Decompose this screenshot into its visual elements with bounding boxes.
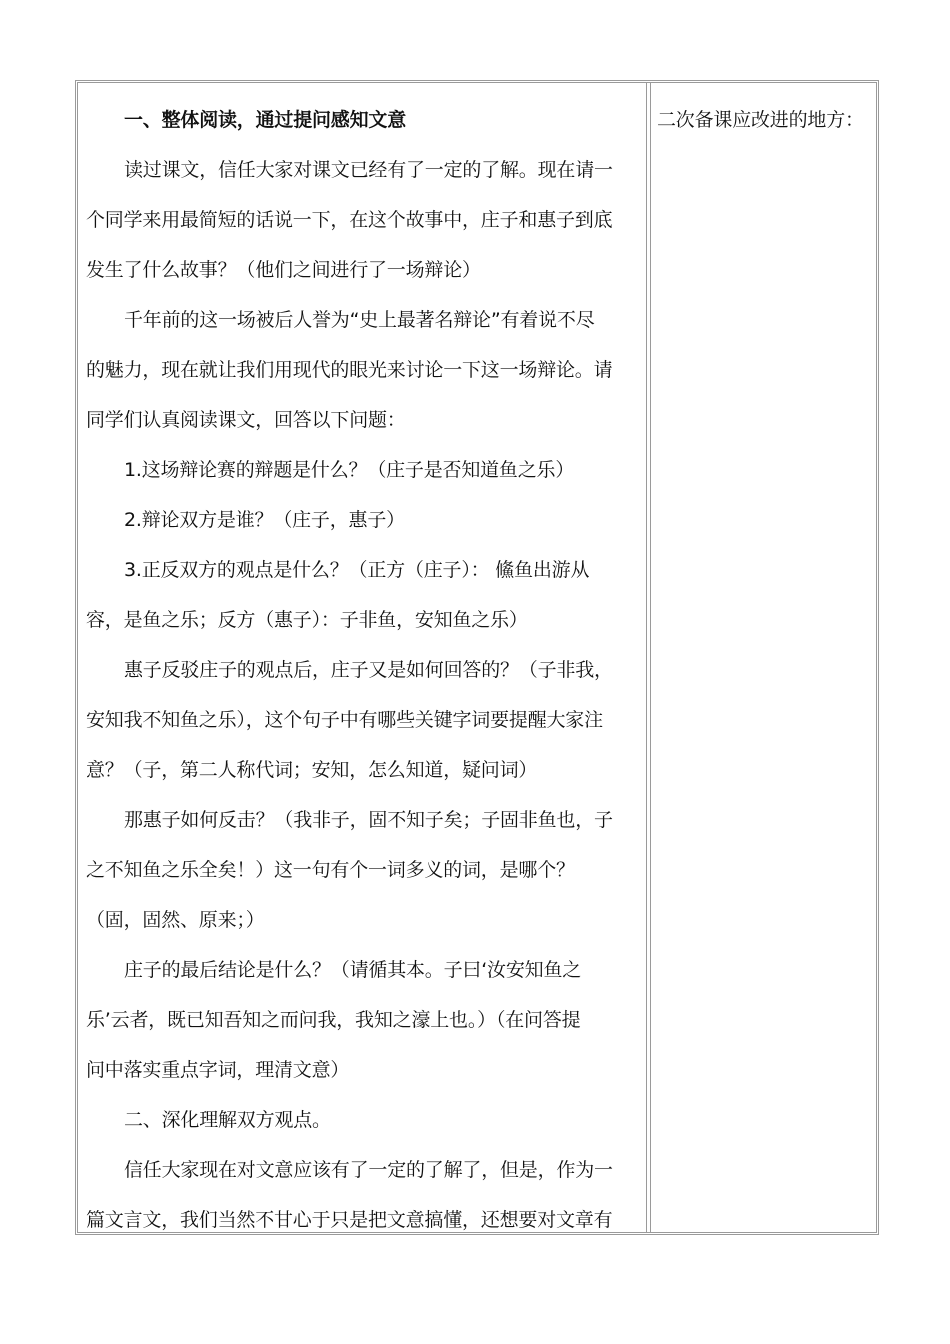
revision-notes-heading: 二次备课应改进的地方：	[657, 109, 864, 131]
text-line: 个同学来用最简短的话说一下，在这个故事中，庄子和惠子到底	[86, 209, 613, 231]
text-line: 乐’云者，既已知吾知之而问我，我知之濠上也。）（在问答提	[86, 1009, 581, 1031]
text-line: 庄子的最后结论是什么？（请循其本。子曰‘汝安知鱼之	[124, 959, 582, 981]
revision-notes-column	[651, 83, 876, 1232]
text-line: 3.正反双方的观点是什么？（正方（庄子）： 鯈鱼出游从	[124, 559, 590, 581]
text-line: 安知我不知鱼之乐），这个句子中有哪些关键字词要提醒大家注	[86, 709, 603, 731]
text-line: 意？（子，第二人称代词；安知，怎么知道，疑问词）	[86, 759, 538, 781]
text-line: 之不知鱼之乐全矣！）这一句有个一词多义的词，是哪个？	[86, 859, 575, 881]
section-heading: 一、整体阅读，通过提问感知文意	[124, 109, 407, 131]
lesson-content-column	[78, 83, 646, 1232]
text-line: 读过课文，信任大家对课文已经有了一定的了解。现在请一	[124, 159, 613, 181]
text-line: （固，固然、原来；）	[86, 909, 265, 931]
text-line: 的魅力，现在就让我们用现代的眼光来讨论一下这一场辩论。请	[86, 359, 613, 381]
text-line: 篇文言文，我们当然不甘心于只是把文意搞懂，还想要对文章有	[86, 1209, 613, 1231]
lesson-plan-table	[75, 80, 879, 1235]
text-line: 千年前的这一场被后人誉为“史上最著名辩论”有着说不尽	[124, 309, 595, 331]
text-line: 问中落实重点字词，理清文意）	[86, 1059, 350, 1081]
text-line: 那惠子如何反击？（我非子，固不知子矣；子固非鱼也，子	[124, 809, 613, 831]
text-line: 二、深化理解双方观点。	[124, 1109, 331, 1131]
text-line: 信任大家现在对文意应该有了一定的了解了，但是，作为一	[124, 1159, 613, 1181]
text-line: 发生了什么故事？（他们之间进行了一场辩论）	[86, 259, 481, 281]
text-line: 同学们认真阅读课文，回答以下问题：	[86, 409, 406, 431]
text-line: 容，是鱼之乐；反方（惠子）：子非鱼，安知鱼之乐）	[86, 609, 528, 631]
text-line: 惠子反驳庄子的观点后，庄子又是如何回答的？（子非我，	[124, 659, 613, 681]
text-line: 2.辩论双方是谁？（庄子，惠子）	[124, 509, 405, 531]
text-line: 1.这场辩论赛的辩题是什么？（庄子是否知道鱼之乐）	[124, 459, 575, 481]
